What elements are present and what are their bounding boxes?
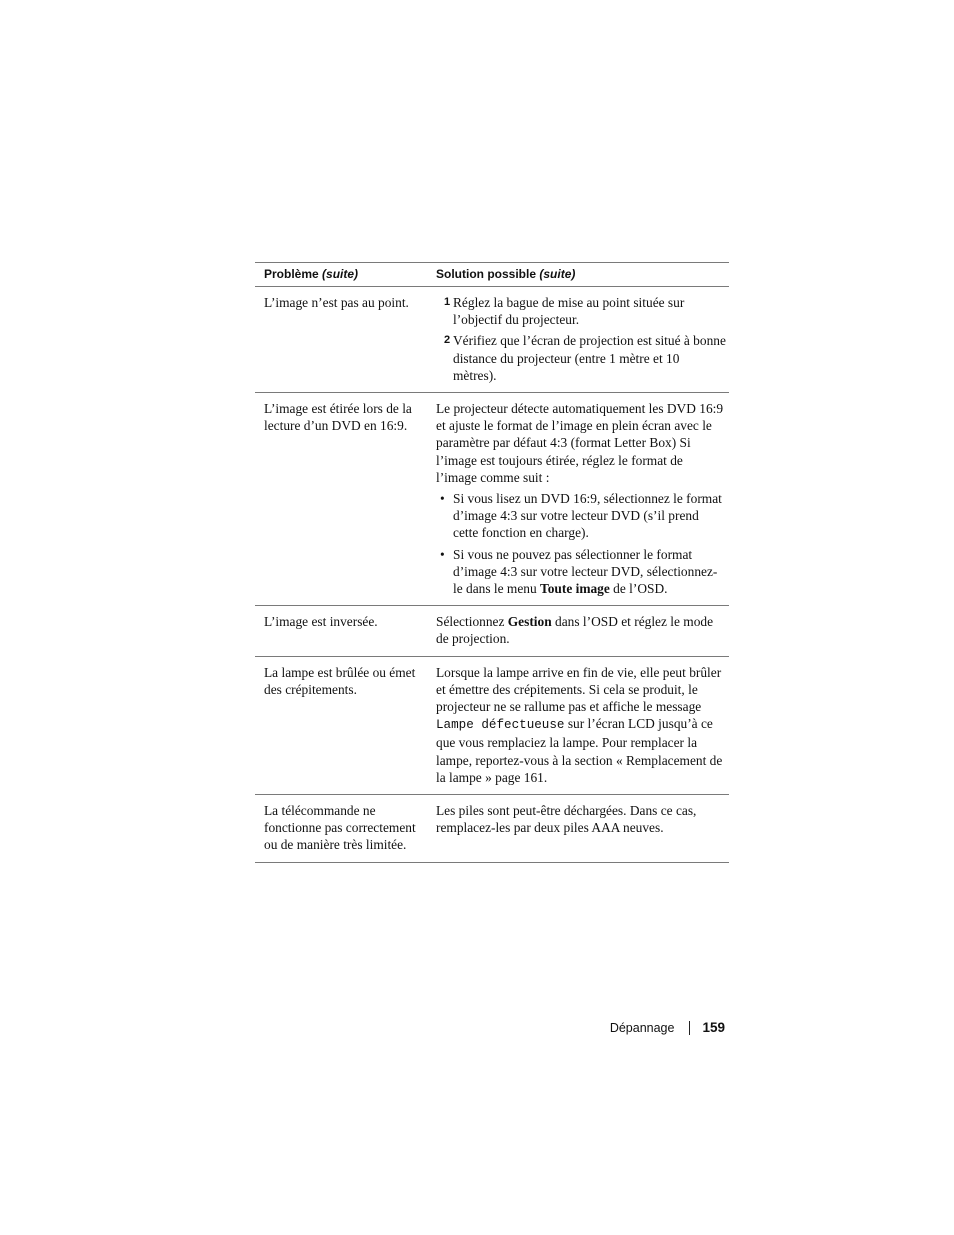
solution-cell (427, 656, 729, 794)
table-row (255, 795, 729, 863)
problem-cell: L’image est inversée. (255, 606, 427, 656)
solution-cell (427, 287, 729, 393)
bullet-icon: • (440, 491, 445, 507)
bullet-item (436, 490, 726, 542)
bullet-text (453, 546, 726, 598)
table-row (255, 606, 729, 656)
header-problem-suffix: (suite) (322, 267, 359, 281)
table-header-row (255, 263, 729, 287)
step-number: 1 (444, 296, 451, 308)
menu-name: Toute image (540, 581, 610, 597)
solution-intro: Le projecteur détecte automatiquement les DVD 16:9 et ajuste le format de l’image en plein écran avec le paramètre par défaut 4:3 (format Letter Box) Si l’image est toujours étirée, réglez le format de l’image comme suit : (436, 401, 724, 485)
solution-text-start: Sélectionnez (436, 614, 508, 630)
solution-text-end: sur l’écran LCD jusqu’à ce que vous remplaciez la lampe. Pour remplacer la lampe, reportez-vous à la section « Remplacement de la lampe » page 161. (436, 716, 723, 785)
header-solution-label: Solution possible (436, 267, 537, 281)
page-number: 159 (702, 1020, 725, 1035)
header-problem-label: Problème (264, 267, 319, 281)
table-row (255, 656, 729, 794)
step-text: Vérifiez que l’écran de projection est situé à bonne distance du projecteur (entre 1 mètre et 10 mètres). (453, 333, 726, 383)
solution-text-start: Lorsque la lampe arrive en fin de vie, elle peut brûler et émettre des crépitements. Si cela se produit, le projecteur ne se rallume pas et affiche le message (436, 664, 722, 715)
bullet-text-end: de l’OSD. (609, 581, 668, 597)
numbered-step (436, 332, 726, 384)
problem-cell: La lampe est brûlée ou émet des crépitements. (255, 656, 427, 794)
solution-cell (427, 393, 729, 606)
solution-cell: Les piles sont peut-être déchargées. Dans ce cas, remplacez-les par deux piles AAA neuves. (427, 795, 729, 863)
solution-text-end: dans l’OSD et réglez le mode de projection. (436, 614, 714, 647)
troubleshooting-table (255, 262, 729, 863)
header-solution-suffix: (suite) (539, 267, 576, 281)
bullet-icon: • (440, 546, 445, 562)
bullet-text-start: Si vous ne pouvez pas sélectionner le format d’image 4:3 sur votre lecteur DVD, sélectionnez-le dans le menu (453, 546, 718, 597)
table-row (255, 393, 729, 606)
step-text: Réglez la bague de mise au point située sur l’objectif du projecteur. (453, 295, 685, 328)
lcd-message: Lampe défectueuse (436, 718, 565, 733)
page-footer (610, 1020, 725, 1035)
step-number: 2 (444, 334, 451, 347)
solution-cell (427, 606, 729, 656)
table-row (255, 287, 729, 393)
footer-separator (689, 1021, 690, 1035)
footer-section-title: Dépannage (609, 1020, 675, 1035)
problem-cell: L’image est étirée lors de la lecture d’un DVD en 16:9. (255, 393, 427, 606)
bullet-text: Si vous lisez un DVD 16:9, sélectionnez le format d’image 4:3 sur votre lecteur DVD (s’il prend cette fonction en charge). (453, 491, 722, 541)
menu-name: Gestion (507, 614, 552, 630)
problem-cell: La télécommande ne fonctionne pas correctement ou de manière très limitée. (255, 795, 427, 863)
header-solution (427, 263, 729, 287)
bullet-item (436, 546, 726, 598)
problem-cell: L’image n’est pas au point. (255, 287, 427, 393)
numbered-step (436, 294, 726, 328)
header-problem (255, 263, 427, 287)
